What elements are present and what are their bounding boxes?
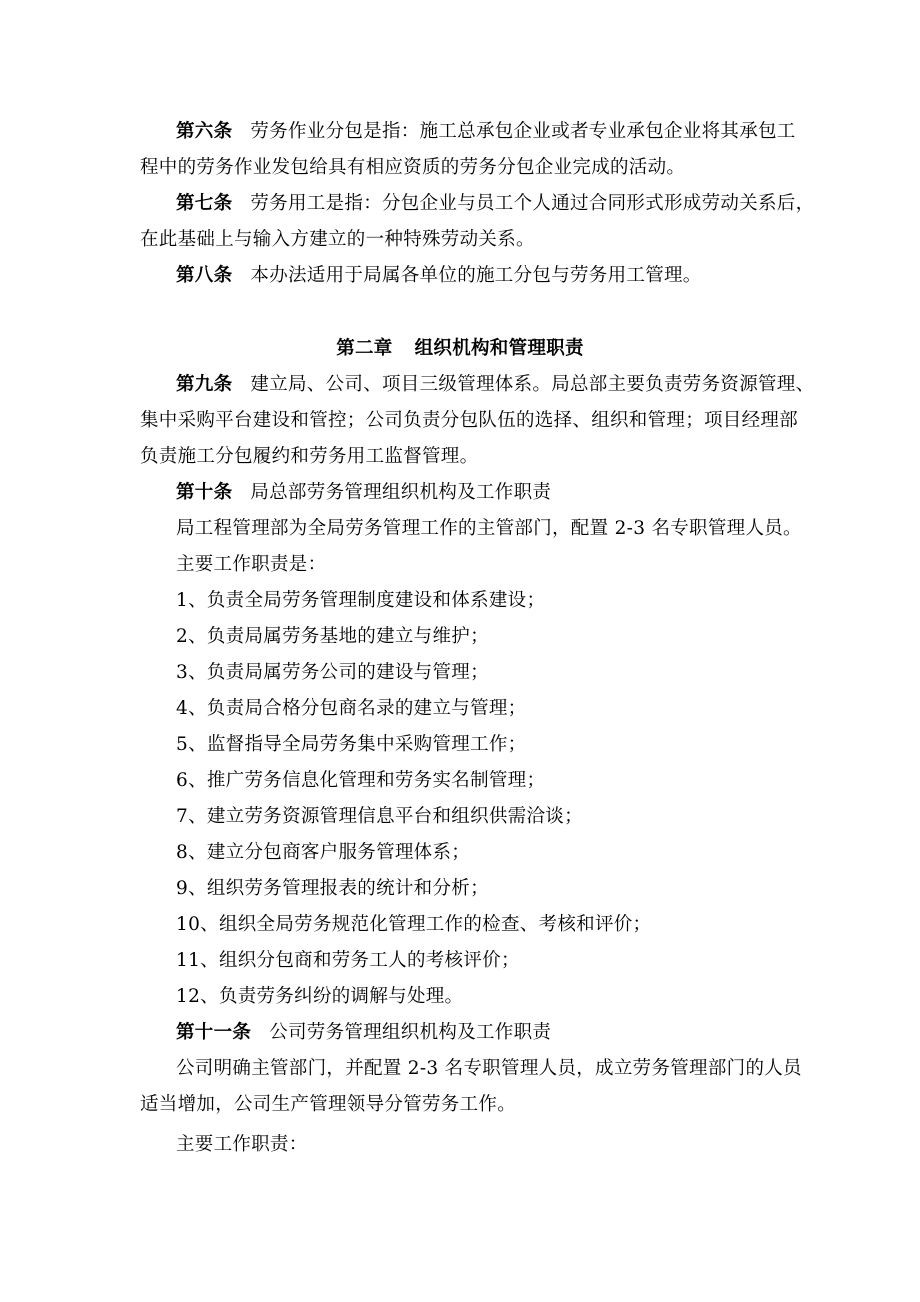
article-6-text-1: 劳务作业分包是指：施工总承包企业或者专业承包企业将其承包工 xyxy=(250,121,796,142)
article-11-line-1 xyxy=(176,1021,551,1045)
duty-item-8: 8、建立分包商客户服务管理体系； xyxy=(176,842,471,863)
duty-item-3: 3、负责局属劳务公司的建设与管理； xyxy=(176,662,489,683)
chapter-2-heading xyxy=(0,337,920,361)
article-11-intro-1: 公司明确主管部门，并配置 2-3 名专职管理人员，成立劳务管理部门的人员 xyxy=(176,1058,802,1079)
duty-item-11: 11、组织分包商和劳务工人的考核评价； xyxy=(176,950,520,971)
chapter-2-title: 组织机构和管理职责 xyxy=(414,338,584,359)
chapter-2-number: 第二章 xyxy=(336,338,393,359)
duty-item-10: 10、组织全局劳务规范化管理工作的检查、考核和评价； xyxy=(176,914,652,935)
duty-item-2: 2、负责局属劳务基地的建立与维护； xyxy=(176,626,489,647)
article-8-heading: 第八条 xyxy=(176,265,233,286)
article-10-heading: 第十条 xyxy=(176,482,233,503)
duty-item-4: 4、负责局合格分包商名录的建立与管理； xyxy=(176,698,527,719)
article-7-heading: 第七条 xyxy=(176,193,233,214)
article-8-text-1: 本办法适用于局属各单位的施工分包与劳务用工管理。 xyxy=(250,265,702,286)
article-6-line-1 xyxy=(176,120,796,144)
article-10-title: 局总部劳务管理组织机构及工作职责 xyxy=(250,482,552,503)
article-9-line-1 xyxy=(176,373,814,397)
article-10-line-1 xyxy=(176,481,551,505)
article-6-heading: 第六条 xyxy=(176,121,233,142)
article-8-line-1 xyxy=(176,264,702,288)
duty-item-1: 1、负责全局劳务管理制度建设和体系建设； xyxy=(176,590,546,611)
article-11-intro-2: 适当增加，公司生产管理领导分管劳务工作。 xyxy=(140,1094,517,1115)
duty-item-5: 5、监督指导全局劳务集中采购管理工作； xyxy=(176,734,527,755)
article-7-text-1: 劳务用工是指：分包企业与员工个人通过合同形式形成劳动关系后， xyxy=(250,193,815,214)
article-6-line-2: 程中的劳务作业发包给具有相应资质的劳务分包企业完成的活动。 xyxy=(140,157,686,178)
article-9-heading: 第九条 xyxy=(176,374,233,395)
article-10-duties-label: 主要工作职责是： xyxy=(176,554,327,575)
duty-item-12: 12、负责劳务纠纷的调解与处理。 xyxy=(176,986,464,1007)
article-9-line-2: 集中采购平台建设和管控；公司负责分包队伍的选择、组织和管理；项目经理部 xyxy=(140,410,799,431)
article-11-title: 公司劳务管理组织机构及工作职责 xyxy=(269,1022,552,1043)
duty-item-7: 7、建立劳务资源管理信息平台和组织供需洽谈； xyxy=(176,806,583,827)
duty-item-6: 6、推广劳务信息化管理和劳务实名制管理； xyxy=(176,770,546,791)
article-7-line-1 xyxy=(176,192,814,216)
article-9-text-1: 建立局、公司、项目三级管理体系。局总部主要负责劳务资源管理、 xyxy=(250,374,815,395)
article-10-intro: 局工程管理部为全局劳务管理工作的主管部门，配置 2-3 名专职管理人员。 xyxy=(176,518,802,539)
article-11-heading: 第十一条 xyxy=(176,1022,252,1043)
article-9-line-3: 负责施工分包履约和劳务用工监督管理。 xyxy=(140,446,479,467)
article-7-line-2: 在此基础上与输入方建立的一种特殊劳动关系。 xyxy=(140,229,535,250)
article-11-duties-label: 主要工作职责： xyxy=(176,1134,308,1155)
duty-item-9: 9、组织劳务管理报表的统计和分析； xyxy=(176,878,489,899)
